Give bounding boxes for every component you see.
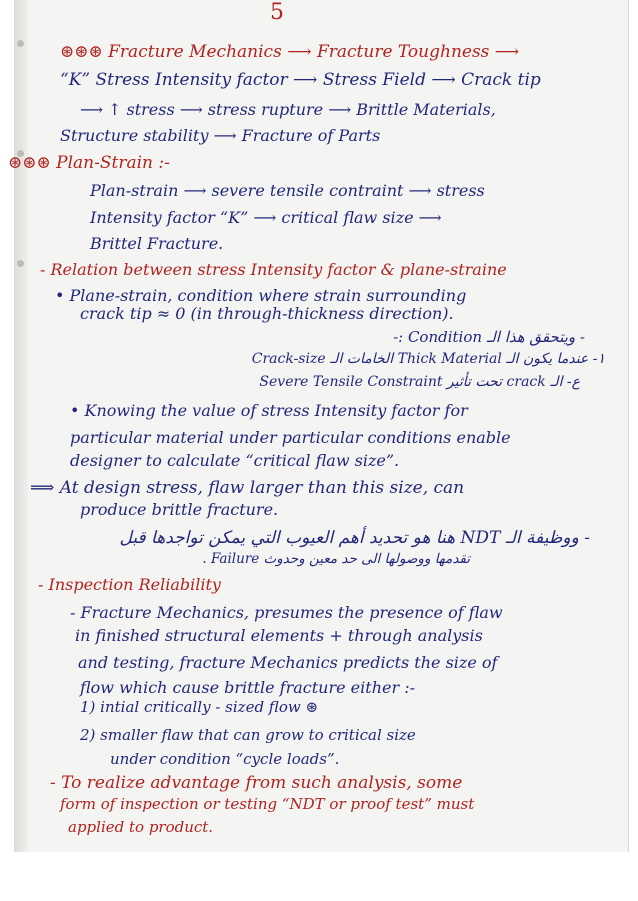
page-binding-margin [14, 0, 28, 852]
note-line: form of inspection or testing “NDT or proof test” must [60, 795, 475, 813]
note-line: flow which cause brittle fracture either :- [80, 678, 415, 697]
note-line: “K” Stress Intensity factor ⟶ Stress Field ⟶ Crack tip [60, 70, 541, 90]
note-line: particular material under particular conditions enable [70, 428, 511, 447]
page-number: 5 [270, 0, 284, 25]
note-line: - To realize advantage from such analysis, some [50, 773, 463, 793]
note-line: applied to product. [68, 818, 214, 836]
note-line: - ويتحقق هذا الـ Condition :- [393, 328, 585, 346]
note-line: تقدمها ووصولها الى حد معين وحدوث Failure . [202, 551, 470, 567]
note-line: ⊛⊛⊛ Fracture Mechanics ⟶ Fracture Toughness ⟶ [60, 42, 520, 62]
binding-hole [17, 40, 24, 47]
note-line: ⟶ ↑ stress ⟶ stress rupture ⟶ Brittle Materials, [80, 100, 496, 119]
note-line: in finished structural elements + through analysis [75, 626, 483, 645]
note-line: Brittel Fracture. [90, 234, 224, 253]
note-line: - Inspection Reliability [38, 575, 221, 594]
note-line: 1) intial critically - sized flow ⊛ [80, 698, 319, 716]
note-line: ⟹ At design stress, flaw larger than this size, can [30, 478, 465, 498]
note-line: - Relation between stress Intensity factor & plane-straine [40, 260, 507, 279]
note-line: Intensity factor “K” ⟶ critical flaw size ⟶ [90, 208, 442, 227]
note-line: crack tip ≈ 0 (in through-thickness direction). [80, 304, 454, 323]
note-line: 2) smaller flaw that can grow to critical size [80, 726, 416, 744]
note-line: • Plane-strain, condition where strain surrounding [55, 286, 467, 305]
note-line: produce brittle fracture. [80, 500, 279, 519]
note-line: designer to calculate “critical flaw size”. [70, 451, 400, 470]
note-line: ⊛⊛⊛ Plan-Strain :- [8, 153, 170, 173]
note-line: and testing, fracture Mechanics predicts the size of [78, 653, 498, 672]
note-line: ع- الـ crack تحت تأثير Severe Tensile Constraint [259, 374, 580, 390]
binding-hole [17, 260, 24, 267]
note-line: under condition “cycle loads”. [110, 750, 340, 768]
note-line: ١- عندما يكون الـ Thick Material الخامات الـ Crack-size [251, 351, 605, 367]
note-line: Structure stability ⟶ Fracture of Parts [60, 126, 381, 145]
note-line: - ووظيفة الـ NDT هنا هو تحديد أهم العيوب التي يمكن تواجدها قبل [119, 528, 590, 548]
note-line: • Knowing the value of stress Intensity factor for [70, 401, 468, 420]
note-line: Plan-strain ⟶ severe tensile contraint ⟶ stress [90, 181, 485, 200]
note-line: - Fracture Mechanics, presumes the presence of flaw [70, 603, 503, 622]
